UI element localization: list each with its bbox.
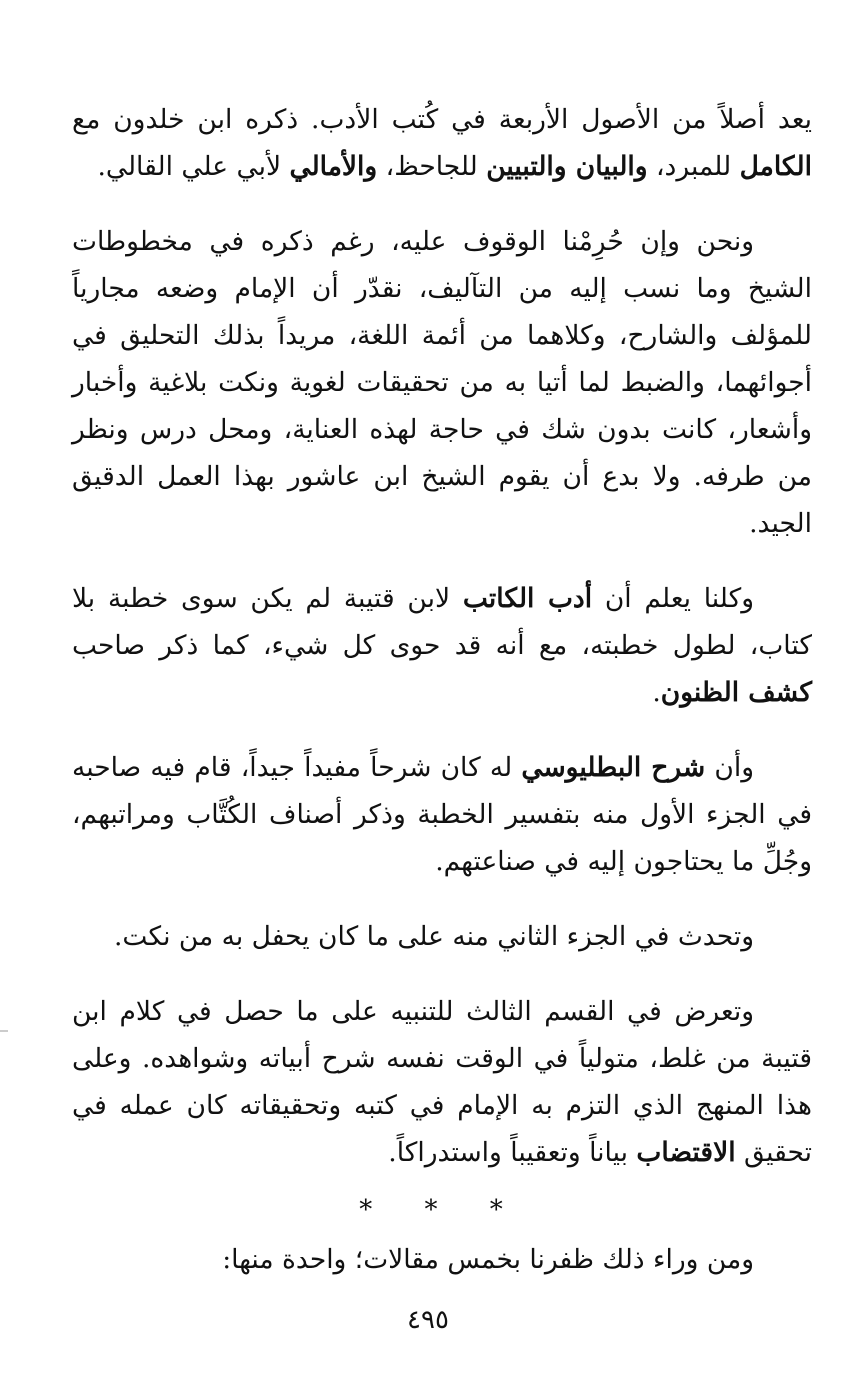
- bold-title-span: شرح البطليوسي: [521, 752, 706, 783]
- scan-edge-mark: [0, 1030, 8, 1032]
- paragraph: [72, 218, 812, 547]
- page-number: ٤٩٥: [407, 1305, 449, 1335]
- text-span: وتحدث في الجزء الثاني منه على ما كان يحفل به من نكت.: [114, 921, 754, 952]
- text-span: بياناً وتعقيباً واستدراكاً.: [388, 1137, 637, 1168]
- text-span: ونحن وإن حُرِمْنا الوقوف عليه، رغم ذكره في مخطوطات الشيخ وما نسب إليه من التآليف، نقدّر أن الإمام وضعه مجارياً للمؤلف والشارح، وكلاهما من أئمة اللغة، مريداً بذلك التحليق في أجوائهما، والضبط لما أتيا به من تحقيقات لغوية ونكت بلاغية وأخبار وأشعار، كانت بدون شك في حاجة لهذه العناية، ومحل درس ونظر من طرفه. ولا بدع أن يقوم الشيخ ابن عاشور بهذا العمل الدقيق الجيد.: [72, 226, 812, 539]
- text-span: لأبي علي القالي.: [97, 151, 290, 182]
- text-span: لابن قتيبة لم يكن سوى خطبة بلا كتاب، لطول خطبته، مع أنه قد حوى كل شيء، كما ذكر صاحب: [72, 583, 812, 661]
- text-span: للمبرد،: [647, 151, 740, 182]
- bold-title-span: الاقتضاب: [636, 1137, 736, 1168]
- section-separator: * * *: [359, 1195, 525, 1225]
- text-span: للجاحظ،: [377, 151, 487, 182]
- paragraph: [72, 913, 812, 960]
- closing-line: ومن وراء ذلك ظفرنا بخمس مقالات؛ واحدة منها:: [222, 1244, 754, 1275]
- text-span: يعد أصلاً من الأصول الأربعة في كُتب الأدب. ذكره ابن خلدون مع: [72, 104, 812, 135]
- paragraph: [72, 575, 812, 716]
- bold-title-span: أدب الكاتب: [462, 583, 593, 614]
- bold-title-span: الكامل: [739, 151, 812, 182]
- text-span: وكلنا يعلم أن: [592, 583, 754, 614]
- text-span: وأن: [705, 752, 754, 783]
- body-text: [72, 96, 812, 1176]
- text-span: .: [652, 677, 661, 708]
- paragraph: [72, 744, 812, 885]
- bold-title-span: كشف الظنون: [660, 677, 812, 708]
- bold-title-span: والأمالي: [289, 151, 378, 182]
- text-span: له كان شرحاً مفيداً جيداً، قام فيه صاحبه في الجزء الأول منه بتفسير الخطبة وذكر أصناف الكُتَّاب ومراتبهم، وجُلِّ ما يحتاجون إليه في صناعتهم.: [72, 752, 812, 877]
- text-span: وتعرض في القسم الثالث للتنبيه على ما حصل في كلام ابن قتيبة من غلط، متولياً في الوقت نفسه شرح أبياته وشواهده. وعلى هذا المنهج الذي التزم به الإمام في كتبه وتحقيقاته كان عمله في تحقيق: [72, 996, 812, 1168]
- paragraph: [72, 96, 812, 190]
- bold-title-span: والبيان والتبيين: [486, 151, 648, 182]
- paragraph: [72, 988, 812, 1176]
